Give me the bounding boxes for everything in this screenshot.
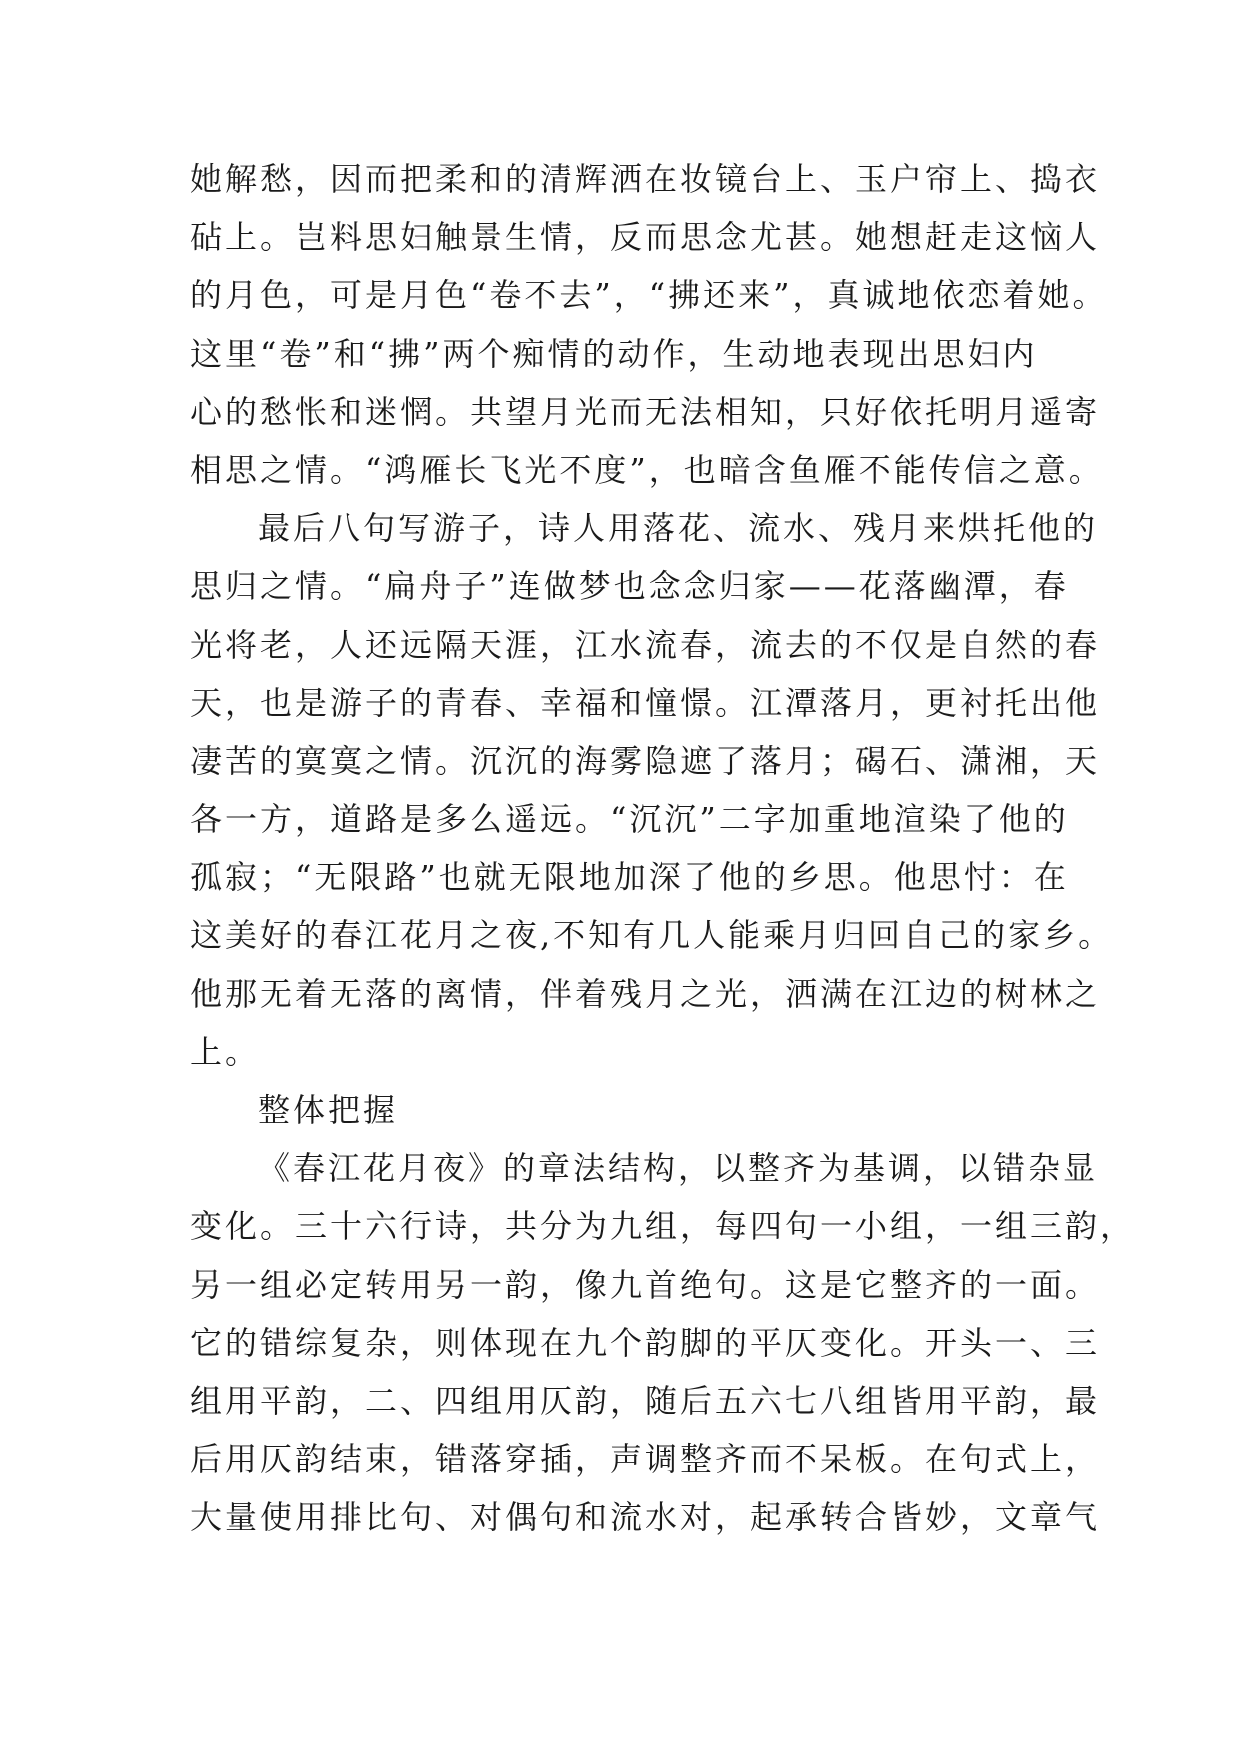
text-line: 砧上。岂料思妇触景生情，反而思念尤甚。她想赶走这恼人: [190, 218, 1101, 257]
text-line: 心的愁怅和迷惘。共望月光而无法相知，只好依托明月遥寄: [190, 392, 1101, 431]
text-line: 大量使用排比句、对偶句和流水对，起承转合皆妙，文章气: [190, 1498, 1101, 1537]
paragraph-start-line: 《春江花月夜》的章法结构，以整齐为基调，以错杂显: [258, 1149, 1099, 1188]
text-line: 后用仄韵结束，错落穿插，声调整齐而不呆板。在句式上，: [190, 1440, 1101, 1479]
text-line: 相思之情。“鸿雁长飞光不度”，也暗含鱼雁不能传信之意。: [190, 450, 1104, 489]
text-line: 光将老，人还远隔天涯，江水流春，流去的不仅是自然的春: [190, 625, 1101, 664]
text-line: 变化。三十六行诗，共分为九组，每四句一小组，一组三韵，: [190, 1207, 1136, 1246]
text-line: 各一方，道路是多么遥远。“沉沉”二字加重地渲染了他的: [190, 800, 1069, 839]
text-line: 他那无着无落的离情，伴着残月之光，洒满在江边的树林之: [190, 974, 1101, 1013]
text-line: 的月色，可是月色“卷不去”，“拂还来”，真诚地依恋着她。: [190, 276, 1108, 315]
text-line: 组用平韵，二、四组用仄韵，随后五六七八组皆用平韵，最: [190, 1381, 1101, 1420]
text-line: 她解愁，因而把柔和的清辉洒在妆镜台上、玉户帘上、捣衣: [190, 160, 1101, 198]
section-heading: 整体把握: [258, 1091, 399, 1129]
paragraph-start-line: 最后八句写游子，诗人用落花、流水、残月来烘托他的: [258, 509, 1099, 548]
text-line: 天，也是游子的青春、幸福和憧憬。江潭落月，更衬托出他: [190, 683, 1101, 722]
text-line: 上。: [190, 1032, 261, 1071]
text-line: 凄苦的寞寞之情。沉沉的海雾隐遮了落月；碣石、潇湘，天: [190, 741, 1101, 780]
text-line: 另一组必定转用另一韵，像九首绝句。这是它整齐的一面。: [190, 1265, 1101, 1304]
document-page: [190, 150, 1136, 1547]
text-line: 这美好的春江花月之夜,不知有几人能乘月归回自己的家乡。: [190, 916, 1114, 955]
text-line: 思归之情。“扁舟子”连做梦也念念归家——花落幽潭，春: [190, 567, 1069, 606]
text-line: 它的错综复杂，则体现在九个韵脚的平仄变化。开头一、三: [190, 1323, 1101, 1362]
text-line: 孤寂；“无限路”也就无限地加深了他的乡思。他思忖：在: [190, 858, 1069, 897]
text-line: 这里“卷”和“拂”两个痴情的动作，生动地表现出思妇内: [190, 334, 1038, 373]
